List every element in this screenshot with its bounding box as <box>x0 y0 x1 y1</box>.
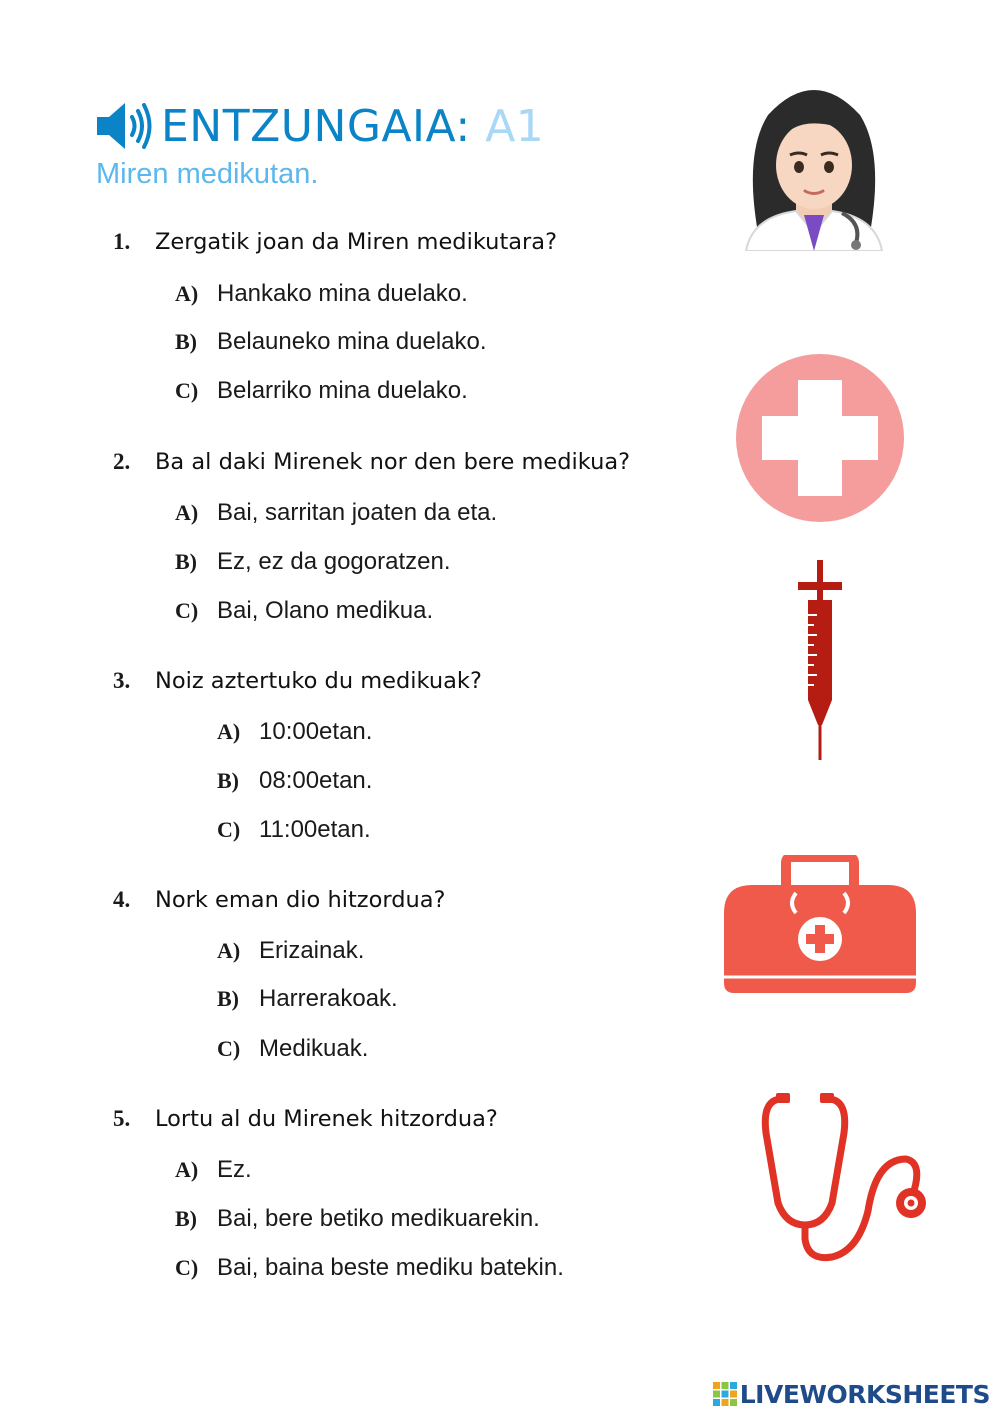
title-level: A1 <box>485 100 545 152</box>
option-letter: C) <box>175 598 199 623</box>
question-text: Nork eman dio hitzordua? <box>155 887 446 913</box>
option-text: 10:00etan. <box>259 718 373 745</box>
option-text: Bai, sarritan joaten da eta. <box>217 499 498 526</box>
medical-bag-icon <box>724 855 916 993</box>
q1-option-b[interactable] <box>175 328 487 356</box>
q4-option-b[interactable] <box>217 985 398 1013</box>
question-1 <box>113 229 557 255</box>
option-letter: C) <box>217 817 241 842</box>
option-letter: A) <box>175 1157 199 1182</box>
q2-option-c[interactable] <box>175 597 433 625</box>
q3-option-c[interactable] <box>217 816 371 844</box>
q3-option-a[interactable] <box>217 718 372 746</box>
option-letter: A) <box>217 719 241 744</box>
option-text: Hankako mina duelako. <box>217 280 468 307</box>
option-letter: C) <box>175 378 199 403</box>
option-text: Ez, ez da gogoratzen. <box>217 548 451 575</box>
option-letter: B) <box>175 549 197 574</box>
question-number: 4. <box>113 887 131 912</box>
q2-option-b[interactable] <box>175 548 450 576</box>
question-5 <box>113 1106 498 1132</box>
question-number: 1. <box>113 229 131 254</box>
q3-option-b[interactable] <box>217 767 372 795</box>
q4-option-c[interactable] <box>217 1035 368 1063</box>
option-letter: C) <box>217 1036 241 1061</box>
title-row <box>95 96 544 156</box>
option-letter: B) <box>175 1206 197 1231</box>
question-3 <box>113 668 482 694</box>
q5-option-a[interactable] <box>175 1156 252 1184</box>
q5-option-c[interactable] <box>175 1254 564 1282</box>
option-text: Harrerakoak. <box>259 985 398 1012</box>
option-text: Erizainak. <box>259 937 365 964</box>
question-text: Noiz aztertuko du medikuak? <box>155 668 482 694</box>
option-text: Medikuak. <box>259 1035 369 1062</box>
option-letter: C) <box>175 1255 199 1280</box>
q4-option-a[interactable] <box>217 937 364 965</box>
syringe-icon <box>795 560 845 760</box>
option-letter: B) <box>217 986 239 1011</box>
option-text: Belarriko mina duelako. <box>217 377 468 404</box>
speaker-icon[interactable] <box>95 100 153 152</box>
q1-option-a[interactable] <box>175 280 468 308</box>
option-letter: B) <box>217 768 239 793</box>
option-text: Belauneko mina duelako. <box>217 328 487 355</box>
question-text: Ba al daki Mirenek nor den bere medikua? <box>155 449 631 475</box>
option-text: Bai, bere betiko medikuarekin. <box>217 1205 540 1232</box>
option-letter: A) <box>217 938 241 963</box>
question-4 <box>113 887 445 913</box>
first-aid-cross-icon <box>736 354 904 522</box>
liveworksheets-logo[interactable] <box>713 1380 990 1408</box>
option-letter: B) <box>175 329 197 354</box>
q5-option-b[interactable] <box>175 1205 540 1233</box>
q1-option-c[interactable] <box>175 377 468 405</box>
question-number: 5. <box>113 1106 131 1131</box>
title-main: ENTZUNGAIA: <box>161 100 471 152</box>
page-title <box>161 101 544 152</box>
question-number: 2. <box>113 449 131 474</box>
page-subtitle: Miren medikutan. <box>96 158 319 190</box>
question-text: Zergatik joan da Miren medikutara? <box>155 229 558 255</box>
question-number: 3. <box>113 668 131 693</box>
option-letter: A) <box>175 500 199 525</box>
option-text: Ez. <box>217 1156 252 1183</box>
brand-text: LIVEWORKSHEETS <box>739 1379 990 1409</box>
stethoscope-icon <box>756 1093 928 1263</box>
option-text: Bai, baina beste mediku batekin. <box>217 1254 564 1281</box>
option-text: 08:00etan. <box>259 767 373 794</box>
liveworksheets-icon <box>713 1382 737 1406</box>
question-text: Lortu al du Mirenek hitzordua? <box>155 1106 498 1132</box>
option-text: Bai, Olano medikua. <box>217 597 434 624</box>
option-text: 11:00etan. <box>259 816 371 843</box>
question-2 <box>113 449 630 475</box>
q2-option-a[interactable] <box>175 499 497 527</box>
option-letter: A) <box>175 281 199 306</box>
doctor-woman-icon <box>738 83 890 251</box>
